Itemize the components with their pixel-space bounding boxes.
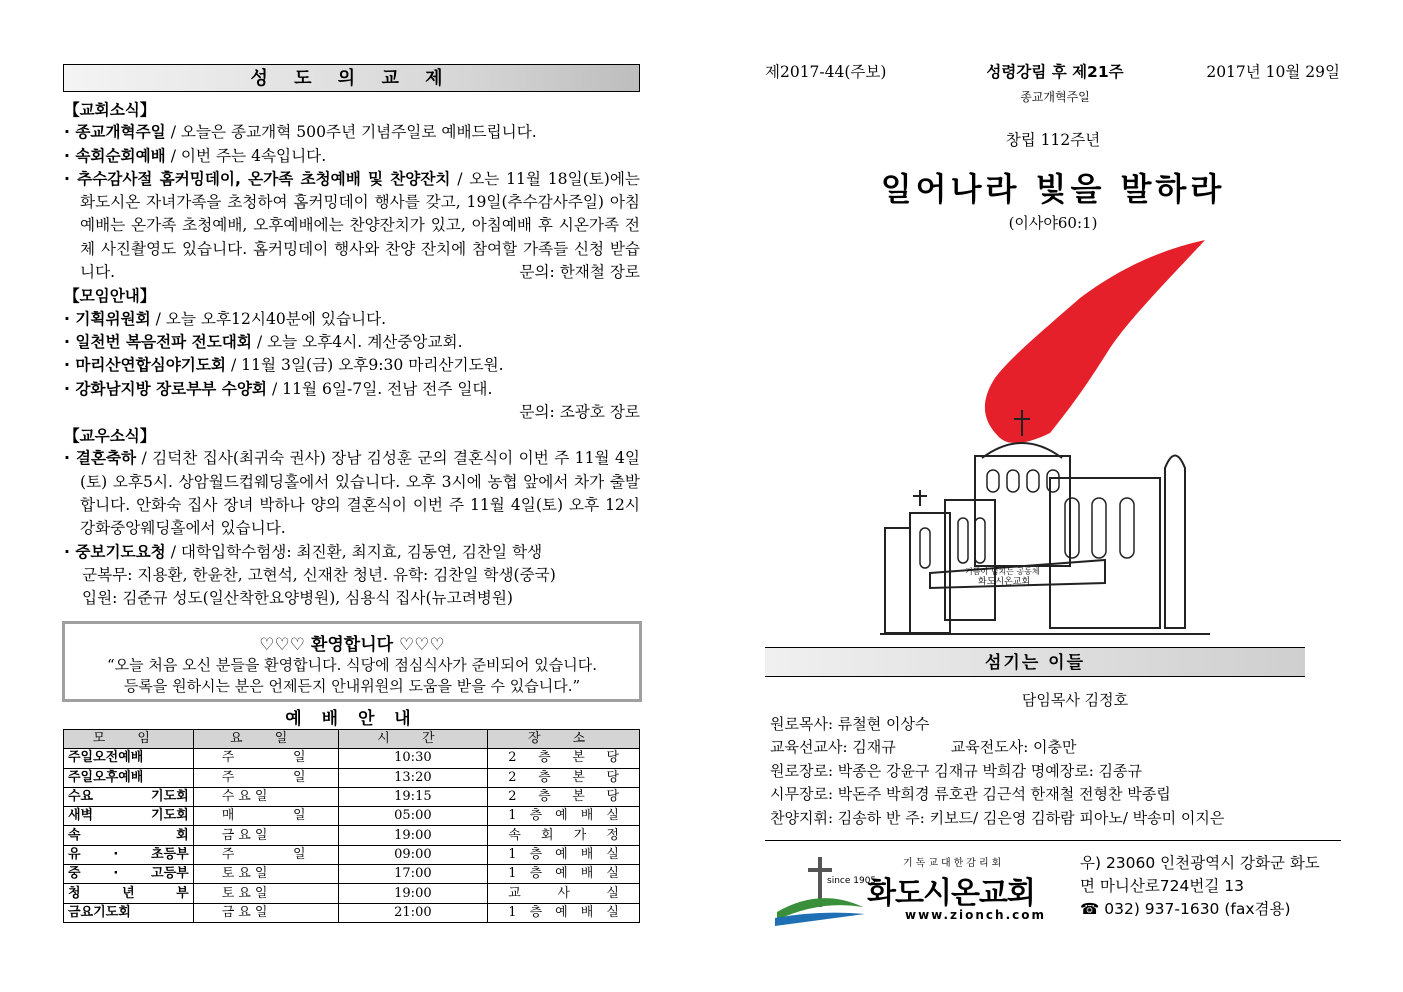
welcome-text: “오늘 처음 오신 분들을 환영합니다. 식당에 점심식사가 준비되어 있습니다. [106, 656, 598, 674]
news-category: 【교회소식】 [64, 100, 156, 119]
divider [765, 840, 1341, 841]
worship-cell: 속 회 [64, 826, 194, 845]
worship-cell: 05:00 [338, 807, 488, 826]
servant-line: 원로목사: 류철현 이상수 [770, 714, 930, 733]
news-item: · 기획위원회 / 오늘 오후12시40분에 있습니다. [64, 309, 387, 328]
address-line: 우) 23060 인천광역시 강화군 화도 [1080, 854, 1320, 872]
worship-title: 예 배 안 내 [285, 709, 418, 729]
worship-cell: 09:00 [338, 845, 488, 864]
phone: ☎ 032) 937-1630 (fax겸용) [1080, 900, 1291, 918]
worship-cell: 토요일 [193, 865, 338, 884]
table-row [64, 826, 640, 845]
contact: 문의: 조광호 장로 [519, 402, 640, 421]
issue-number: 제2017-44(주보) [765, 63, 887, 81]
worship-cell: 주일오후예배 [64, 768, 194, 787]
news-item: · 일천번 복음전파 전도대회 / 오늘 오후4시. 계산중앙교회. [64, 332, 463, 351]
anniversary: 창립 112주년 [1005, 131, 1101, 149]
bible-verse: (이사야60:1) [1008, 214, 1098, 232]
worship-table [63, 729, 640, 923]
news-item: · 추수감사절 홈커밍데이, 온가족 초청예배 및 찬양잔치 / 오는 11월 18일(토)에는 화도시온 자녀가족을 초청하여 홈커밍데이 행사를 갖고, 19일(추수감사주일) 아침예배는 온가족 초청예배, 오후예배에는 찬양잔치가 있고, 아침예배 후 시온가족 전체 사진촬영도 있습니다. 홈커밍데이 행사와 찬양 잔치에 참여할 가족들 신청 받습니다. 문의: 한재철 장로 [64, 168, 640, 284]
servant-line: 원로장로: 박종은 강윤구 김재규 박희감 명예장로: 김종규 [770, 761, 1142, 780]
week-title: 성령강림 후 제21주 [986, 63, 1124, 81]
news-item: · 마리산연합심야기도회 / 11월 3일(금) 오후9:30 마리산기도원. [64, 356, 504, 375]
worship-cell: 금요일 [193, 826, 338, 845]
worship-cell: 주일오전예배 [64, 749, 194, 768]
table-row [64, 845, 640, 864]
worship-cell: 13:20 [338, 768, 488, 787]
worship-header-cell: 요 일 [193, 730, 338, 749]
worship-cell: 속 회 가 정 [488, 826, 640, 845]
church-logo [775, 852, 1075, 932]
news-item: · 강화남지방 장로부부 수양회 / 11월 6일-7일. 전남 전주 일대. [64, 379, 493, 398]
main-title: 일어나라 빛을 발하라 [880, 170, 1226, 208]
news-item: · 속회순회예배 / 이번 주는 4속입니다. [64, 146, 327, 165]
news-item: · 종교개혁주일 / 오늘은 종교개혁 500주년 기념주일로 예배드립니다. [64, 123, 537, 142]
welcome-box [62, 621, 642, 702]
worship-cell: 새벽 기도회 [64, 807, 194, 826]
worship-cell: 금요일 [193, 903, 338, 922]
table-row [64, 884, 640, 903]
table-row [64, 807, 640, 826]
table-row [64, 865, 640, 884]
worship-cell: 주 일 [193, 768, 338, 787]
prayer-line: 군복무: 지용환, 한윤찬, 고현석, 신재찬 청년. 유학: 김찬일 학생(중국) [82, 565, 556, 584]
worship-cell: 중 · 고등부 [64, 865, 194, 884]
table-row [64, 787, 640, 806]
table-row [64, 903, 640, 922]
worship-cell: 19:00 [338, 884, 488, 903]
welcome-title: ♡♡♡ 환영합니다 ♡♡♡ [259, 635, 445, 655]
table-row [64, 768, 640, 787]
worship-cell: 토요일 [193, 884, 338, 903]
worship-cell: 주 일 [193, 845, 338, 864]
worship-cell: 10:30 [338, 749, 488, 768]
worship-cell: 청 년 부 [64, 884, 194, 903]
logo-mark-icon [775, 852, 865, 927]
servant-line: 시무장로: 박돈주 박희경 류호관 김근석 한재철 전형찬 박종립 [770, 785, 1171, 804]
logo-url: www.zionch.com [905, 908, 1047, 922]
news-category: 【모임안내】 [64, 286, 156, 306]
worship-cell: 1 층 예 배 실 [488, 807, 640, 826]
logo-name: 화도시온교회 [867, 876, 1035, 911]
table-row [64, 749, 640, 768]
church-illustration [870, 238, 1210, 638]
worship-cell: 17:00 [338, 865, 488, 884]
news-item: · 중보기도요청 / 대학입학수험생: 최진환, 최지효, 김동연, 김찬일 학생 [64, 542, 543, 561]
church-sign-name: 화도시온교회 [978, 577, 1031, 587]
worship-cell: 21:00 [338, 903, 488, 922]
servants-title: 섬기는 이들 [765, 647, 1305, 677]
worship-cell: 1 층 예 배 실 [488, 903, 640, 922]
bulletin-date: 2017년 10월 29일 [1206, 63, 1340, 81]
servants-list [770, 689, 1340, 831]
church-sign-slogan: 기쁨이 넘치는 공동체 [965, 567, 1040, 576]
worship-cell: 2 층 본 당 [488, 787, 640, 806]
worship-cell: 매 일 [193, 807, 338, 826]
worship-cell: 1 층 예 배 실 [488, 845, 640, 864]
section-title-fellowship: 성 도 의 교 제 [63, 64, 640, 92]
servant-line: 찬양지휘: 김송하 반 주: 키보드/ 김은영 김하람 피아노/ 박송미 이지은 [770, 808, 1225, 827]
church-news [64, 98, 640, 611]
sub-week: 종교개혁주일 [1020, 90, 1090, 104]
address-line: 면 마니산로724번길 13 [1080, 877, 1244, 895]
worship-cell: 19:15 [338, 787, 488, 806]
worship-header-cell: 시 간 [338, 730, 488, 749]
worship-cell: 수요일 [193, 787, 338, 806]
welcome-text: 등록을 원하시는 분은 언제든지 안내위원의 도움을 받을 수 있습니다.” [123, 677, 581, 695]
worship-cell: 금요기도회 [64, 903, 194, 922]
worship-cell: 수요 기도회 [64, 787, 194, 806]
worship-header-cell: 장 소 [488, 730, 640, 749]
worship-cell: 주 일 [193, 749, 338, 768]
worship-cell: 2 층 본 당 [488, 749, 640, 768]
worship-cell: 교 사 실 [488, 884, 640, 903]
logo-denomination: 기독교대한감리회 [903, 858, 1005, 869]
prayer-line: 입원: 김준규 성도(일산착한요양병원), 심용식 집사(뉴고려병원) [82, 589, 513, 608]
pastor: 담임목사 김정호 [1021, 691, 1129, 709]
flame-shape [985, 240, 1205, 443]
worship-cell: 2 층 본 당 [488, 768, 640, 787]
news-category: 【교우소식】 [64, 426, 156, 446]
logo-since: since 1905 [827, 876, 877, 886]
worship-cell: 1 층 예 배 실 [488, 865, 640, 884]
worship-cell: 유 · 초등부 [64, 845, 194, 864]
worship-cell: 19:00 [338, 826, 488, 845]
contact: 문의: 한재철 장로 [519, 263, 640, 282]
worship-header-cell: 모 임 [64, 730, 194, 749]
servant-line: 교육선교사: 김재규 교육전도사: 이충만 [770, 738, 1077, 757]
news-item: · 결혼축하 / 김덕찬 집사(최귀숙 권사) 장남 김성훈 군의 결혼식이 이번 주 11월 4일(토) 오후5시. 상암월드컵웨딩홀에서 있습니다. 오후 3시에 농협 앞에서 차가 출발합니다. 안화숙 집사 장녀 박하나 양의 결혼식이 이번 주 11월 4일(토) 오후 12시 강화중앙웨딩홀에서 있습니다. [64, 449, 640, 538]
